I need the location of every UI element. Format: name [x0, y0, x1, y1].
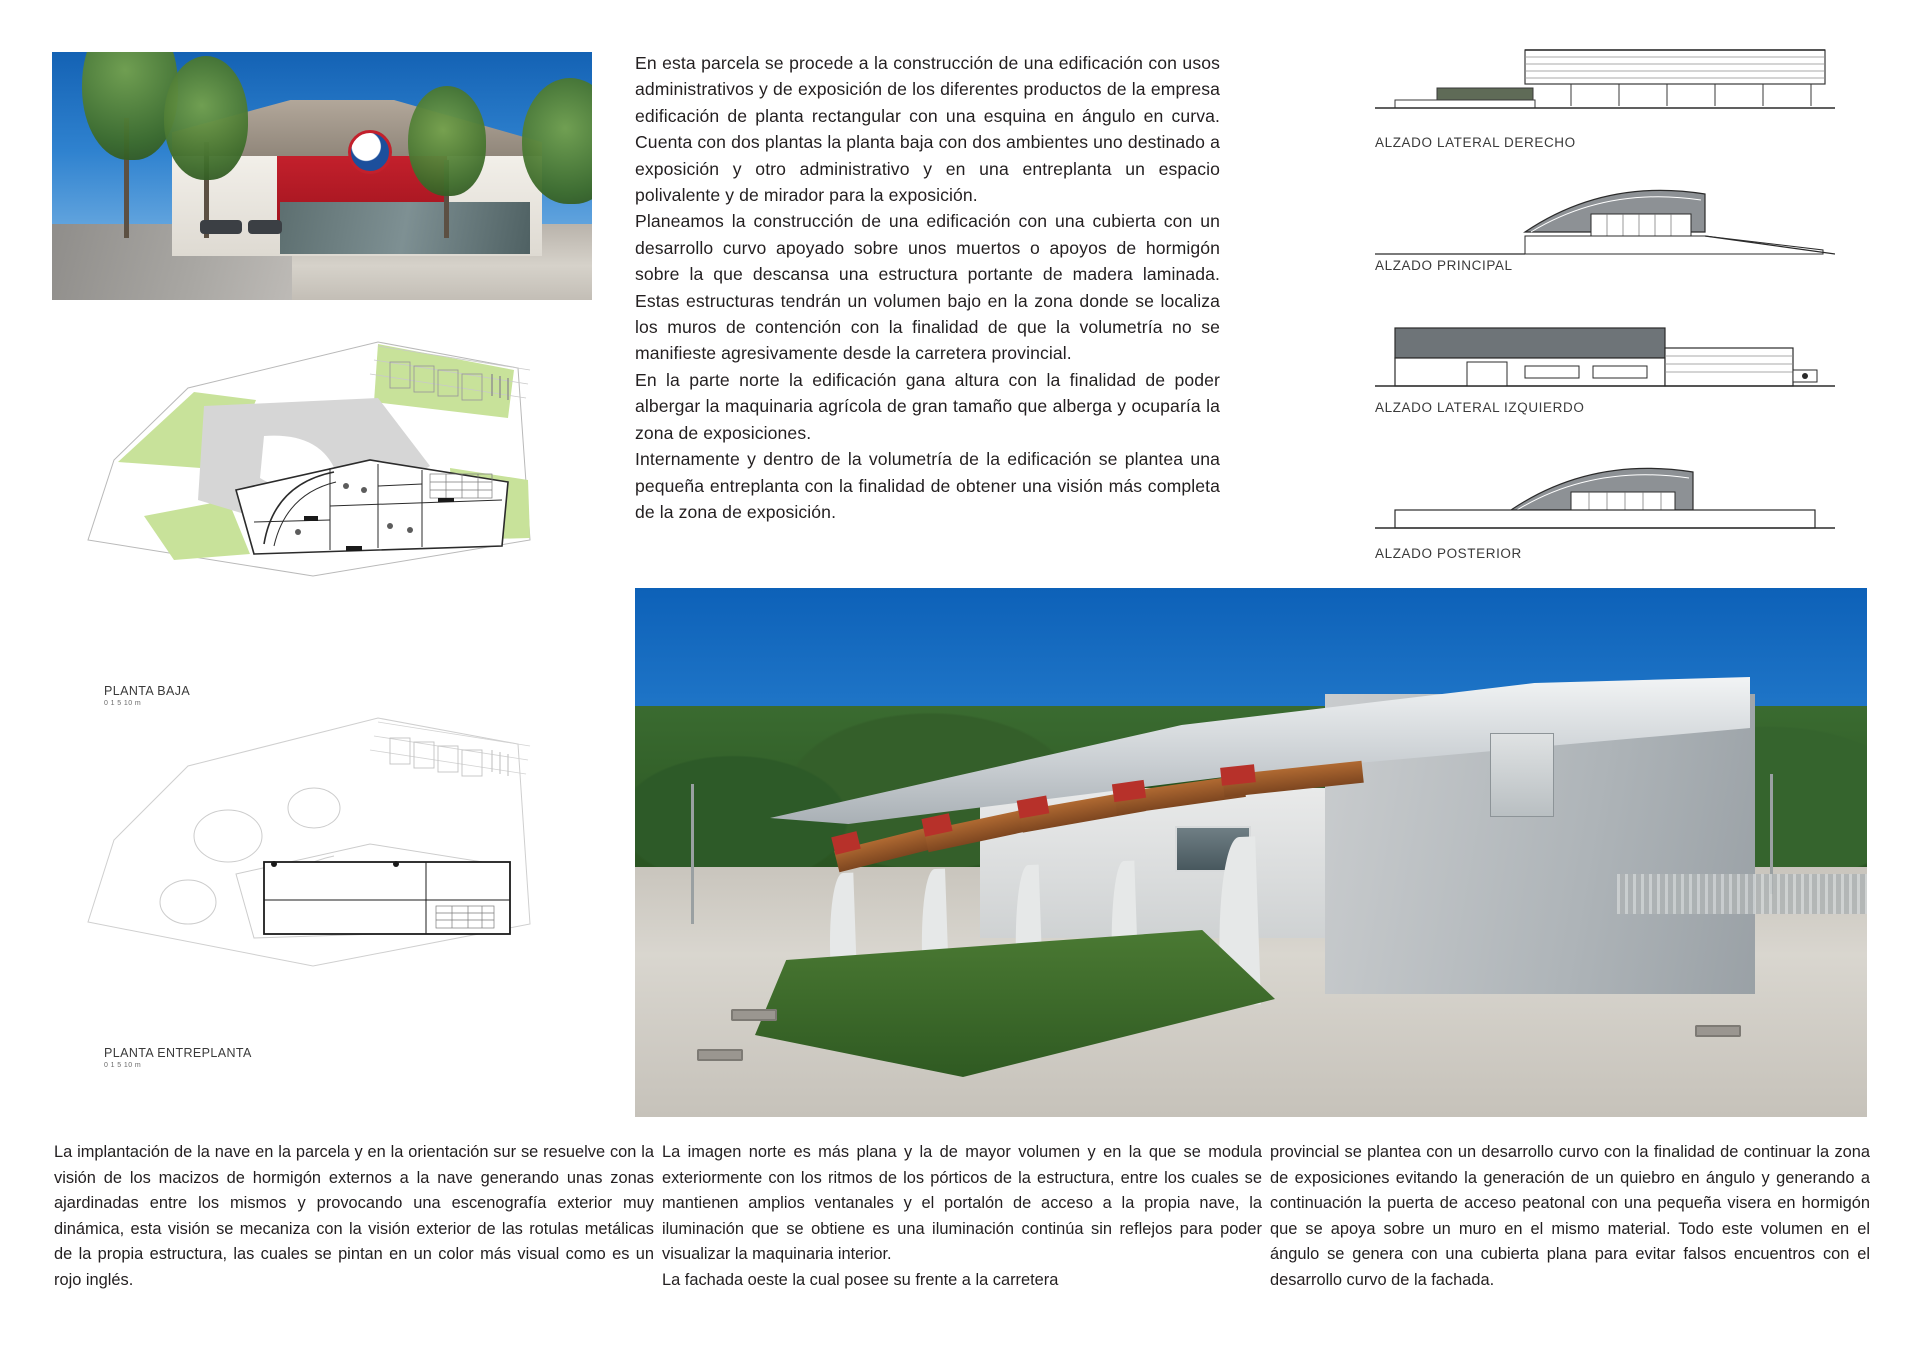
lamp-post	[691, 784, 694, 924]
paragraph-2: Planeamos la construcción de una edificación con una cubierta con un desarrollo curvo apoyado sobre unos muertos o apoyos de hormigón sobre la que descansa una estructura portante de madera laminada. Estas estructuras tendrán un volumen bajo en la zona donde se localiza los muros de contención con la finalidad de que la volumetría no se manifieste agresivamente desde la carretera provincial.	[635, 211, 1220, 364]
elevation-4-drawing	[1375, 452, 1835, 548]
elevation-3-caption: ALZADO LATERAL IZQUIERDO	[1375, 400, 1585, 415]
tree-foliage	[164, 56, 248, 180]
plan-baja-drawing	[78, 340, 583, 590]
elevation-1-drawing	[1375, 42, 1835, 132]
elevation-principal	[1375, 176, 1835, 264]
paragraph-3: En la parte norte la edificación gana altura con la finalidad de poder albergar la maquinaria agrícola de gran tamaño que alberga y ocuparía la zona de exposiciones.	[635, 369, 1220, 443]
company-logo-icon	[348, 130, 392, 174]
elevation-3-drawing	[1375, 318, 1835, 408]
bottom-column-2	[662, 1140, 1262, 1294]
plan-baja-caption: PLANTA BAJA	[104, 684, 191, 698]
red-steel-joint	[1220, 764, 1256, 785]
floor-drain	[1695, 1025, 1741, 1037]
elevation-1-caption: ALZADO LATERAL DERECHO	[1375, 135, 1576, 150]
perimeter-fence	[1617, 874, 1867, 914]
elevation-2-caption: ALZADO PRINCIPAL	[1375, 258, 1513, 273]
elevation-2-drawing	[1375, 176, 1835, 264]
parked-car	[200, 220, 242, 234]
building-glazing	[280, 202, 530, 254]
paragraph-4: Internamente y dentro de la volumetría de la edificación se plantea una pequeña entreplanta con la finalidad de obtener una visión más completa de la zona de exposición.	[635, 449, 1220, 522]
plan-entreplanta-caption: PLANTA ENTREPLANTA	[104, 1046, 252, 1060]
air-conditioning-unit	[1490, 733, 1554, 817]
plan-baja-scale: 0 1 5 10 m	[104, 700, 142, 707]
elevation-posterior	[1375, 452, 1835, 548]
elevation-lateral-derecho	[1375, 42, 1835, 132]
elevation-4-caption: ALZADO POSTERIOR	[1375, 546, 1522, 561]
photo-existing-building	[52, 52, 592, 300]
plan-entreplanta-drawing	[78, 716, 583, 1026]
paragraph-1: En esta parcela se procede a la construcción de una edificación con usos administrativos y de exposición de los diferentes productos de la empresa edificación de planta rectangular con una esquina en ángulo en curva. Cuenta con dos plantas la planta baja con dos ambientes uno destinado a exposición y otro administrativo y en una entreplanta un espacio polivalente y de mirador para la exposición.	[635, 53, 1220, 206]
plan-planta-baja	[78, 340, 583, 590]
photo-built-nave	[635, 588, 1867, 1117]
tree-foliage	[408, 86, 486, 196]
floor-drain	[697, 1049, 743, 1061]
main-description-text	[635, 50, 1220, 525]
bottom-col-2-paragraph-2: La fachada oeste la cual posee su frente a la carretera	[662, 1270, 1059, 1289]
plan-entreplanta-scale: 0 1 5 10 m	[104, 1062, 142, 1069]
bottom-col-2-paragraph-1: La imagen norte es más plana y la de mayor volumen y en la que se modula exteriormente con los ritmos de los pórticos de la estructura, entre los cuales se mantienen amplios ventanales y el portalón de acceso a la propia nave, la iluminación que se obtiene es una iluminación continúa sin reflejos para poder visualizar la maquinaria interior.	[662, 1143, 1262, 1264]
bottom-col-3-paragraph-1: provincial se plantea con un desarrollo curvo con la finalidad de continuar la zona de exposiciones evitando la generación de un quiebro en ángulo y generando a continuación la puerta de acceso peatonal con una pequeña visera en hormigón que se apoya sobre un muro en el mismo material. Todo este volumen en el ángulo se genera con una cubierta plana para evitar falsos encuentros con el desarrollo curvo de la fachada.	[1270, 1143, 1870, 1289]
plan-planta-entreplanta	[78, 716, 583, 1026]
floor-drain	[731, 1009, 777, 1021]
bottom-column-1	[54, 1140, 654, 1294]
elevation-lateral-izquierdo	[1375, 318, 1835, 408]
bottom-col-1-paragraph-1: La implantación de la nave en la parcela y en la orientación sur se resuelve con la visión de los macizos de hormigón externos a la nave generando unas zonas ajardinadas entre los mismos y provocando una escenografía exterior muy dinámica, esta visión se mecaniza con la visión exterior de las rotulas metálicas de la propia estructura, las cuales se pintan en un color más visual como es un rojo inglés.	[54, 1143, 654, 1289]
bottom-column-3	[1270, 1140, 1870, 1294]
parked-car	[248, 220, 282, 234]
